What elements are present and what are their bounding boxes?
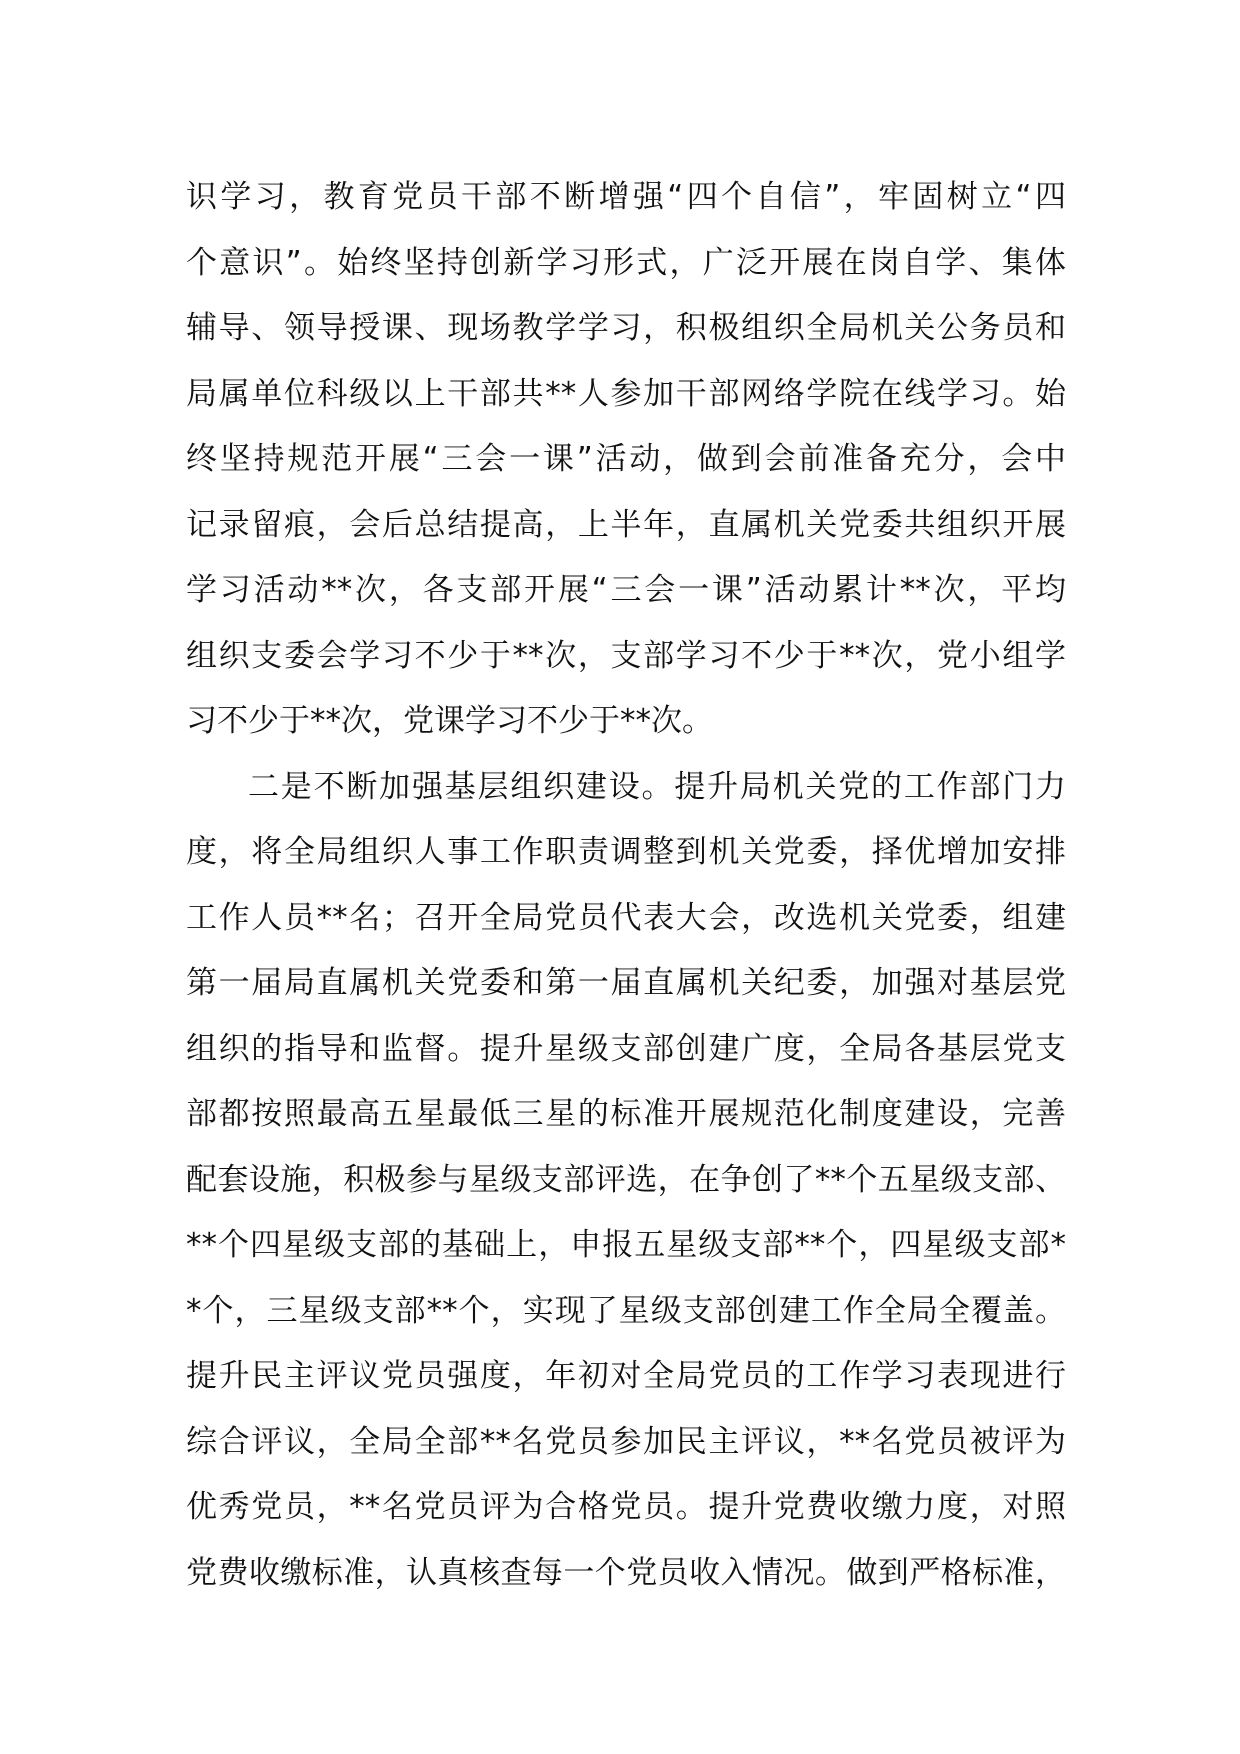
paragraph-start-line: 二是不断加强基层组织建设。提升局机关党的工作部门力 [248, 768, 1066, 805]
text-line: 综合评议，全局全部**名党员参加民主评议，**名党员被评为 [186, 1423, 1066, 1460]
text-line: 个意识”。始终坚持创新学习形式，广泛开展在岗自学、集体 [186, 244, 1066, 281]
text-line: 辅导、领导授课、现场教学学习，积极组织全局机关公务员和 [186, 310, 1066, 346]
document-body [186, 165, 1066, 1606]
text-line: 提升民主评议党员强度，年初对全局党员的工作学习表现进行 [186, 1358, 1066, 1394]
text-line: 第一届局直属机关党委和第一届直属机关纪委，加强对基层党 [186, 965, 1066, 1001]
text-line: 终坚持规范开展“三会一课”活动，做到会前准备充分，会中 [186, 441, 1066, 477]
text-line: 优秀党员，**名党员评为合格党员。提升党费收缴力度，对照 [186, 1489, 1066, 1525]
text-line: 学习活动**次，各支部开展“三会一课”活动累计**次，平均 [186, 572, 1066, 608]
text-line: 记录留痕，会后总结提高，上半年，直属机关党委共组织开展 [186, 506, 1066, 543]
text-line: **个四星级支部的基础上，申报五星级支部**个，四星级支部* [186, 1227, 1066, 1263]
paragraph-end-line: 习不少于**次，党课学习不少于**次。 [186, 703, 713, 739]
text-line: *个，三星级支部**个，实现了星级支部创建工作全局全覆盖。 [186, 1292, 1066, 1329]
text-line: 配套设施，积极参与星级支部评选，在争创了**个五星级支部、 [186, 1161, 1066, 1198]
text-line: 组织的指导和监督。提升星级支部创建广度，全局各基层党支 [186, 1030, 1066, 1067]
text-line: 部都按照最高五星最低三星的标准开展规范化制度建设，完善 [186, 1096, 1066, 1132]
text-line: 度，将全局组织人事工作职责调整到机关党委，择优增加安排 [186, 834, 1066, 870]
text-line: 党费收缴标准，认真核查每一个党员收入情况。做到严格标准， [186, 1554, 1066, 1591]
text-line: 局属单位科级以上干部共**人参加干部网络学院在线学习。始 [186, 375, 1066, 412]
text-line: 组织支委会学习不少于**次，支部学习不少于**次，党小组学 [186, 637, 1066, 674]
text-line: 识学习，教育党员干部不断增强“四个自信”，牢固树立“四 [186, 179, 1066, 215]
text-line: 工作人员**名；召开全局党员代表大会，改选机关党委，组建 [186, 899, 1066, 936]
